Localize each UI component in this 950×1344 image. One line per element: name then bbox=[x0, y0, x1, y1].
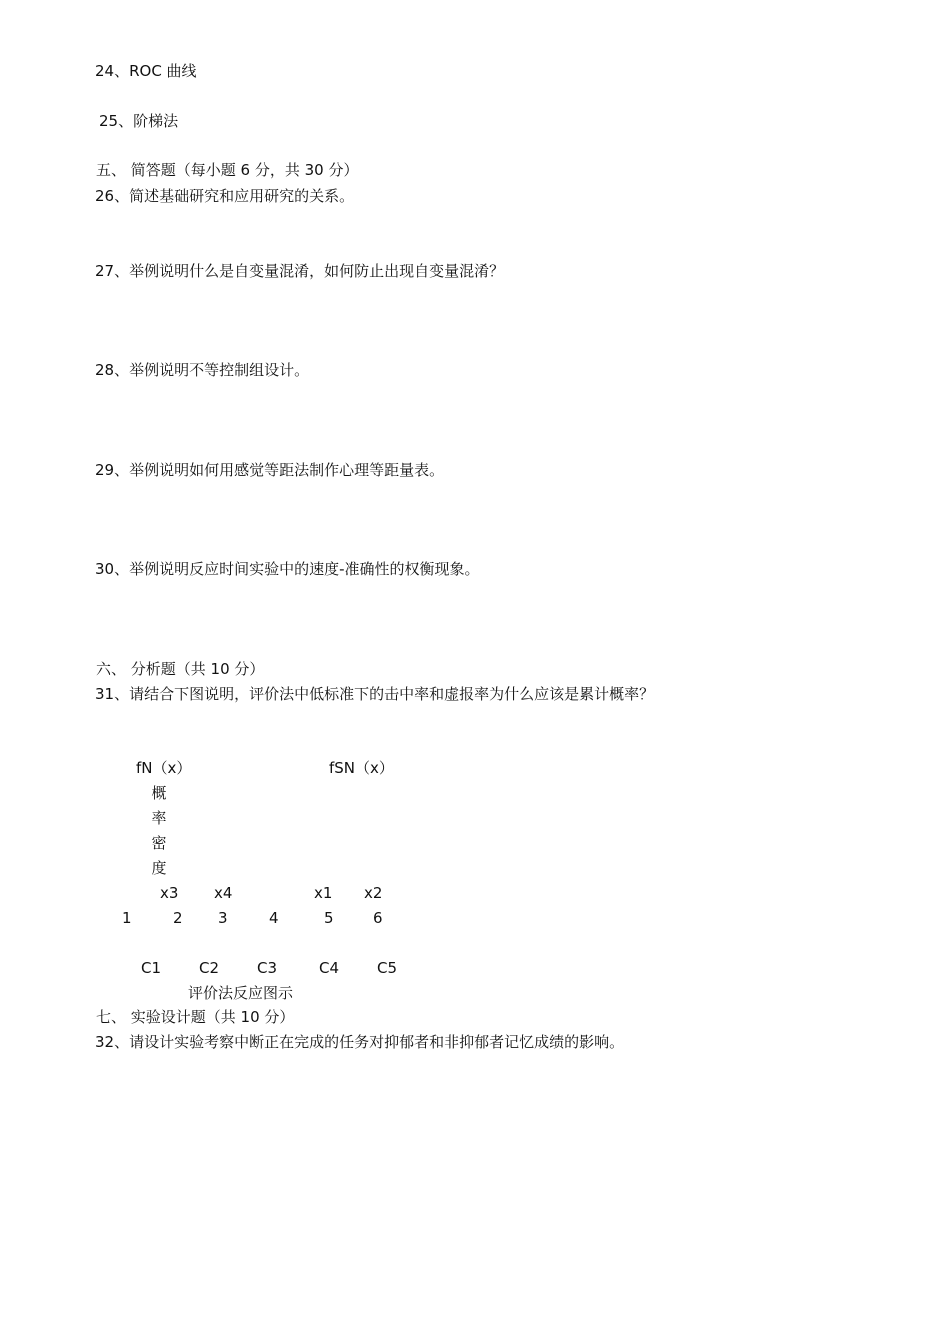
x-label-x1: x1 bbox=[314, 884, 333, 902]
section-6-heading: 六、 分析题（共 10 分） bbox=[96, 660, 265, 678]
question-24: 24、ROC 曲线 bbox=[95, 62, 197, 80]
category-number: 1 bbox=[122, 909, 132, 927]
category-number: 5 bbox=[324, 909, 334, 927]
section-5-heading: 五、 简答题（每小题 6 分，共 30 分） bbox=[96, 161, 359, 179]
category-number: 2 bbox=[173, 909, 183, 927]
question-32: 32、请设计实验考察中断正在完成的任务对抑郁者和非抑郁者记忆成绩的影响。 bbox=[95, 1033, 625, 1051]
question-30: 30、举例说明反应时间实验中的速度-准确性的权衡现象。 bbox=[95, 560, 480, 578]
x-label-x4: x4 bbox=[214, 884, 233, 902]
question-27: 27、举例说明什么是自变量混淆，如何防止出现自变量混淆？ bbox=[95, 262, 505, 280]
question-28: 28、举例说明不等控制组设计。 bbox=[95, 361, 310, 379]
x-label-x2: x2 bbox=[364, 884, 383, 902]
fsn-label: fSN（x） bbox=[329, 759, 394, 777]
section-7-heading: 七、 实验设计题（共 10 分） bbox=[96, 1008, 295, 1026]
question-25: 25、阶梯法 bbox=[99, 112, 179, 130]
question-26: 26、简述基础研究和应用研究的关系。 bbox=[95, 187, 355, 205]
figure-caption: 评价法反应图示 bbox=[188, 984, 294, 1002]
criterion-label: C1 bbox=[141, 959, 162, 977]
x-label-x3: x3 bbox=[160, 884, 179, 902]
question-31: 31、请结合下图说明，评价法中低标准下的击中率和虚报率为什么应该是累计概率？ bbox=[95, 685, 655, 703]
y-axis-char: 概 bbox=[151, 784, 167, 802]
criterion-label: C3 bbox=[257, 959, 278, 977]
y-axis-char: 率 bbox=[151, 809, 167, 827]
category-number: 3 bbox=[218, 909, 228, 927]
y-axis-char: 密 bbox=[151, 834, 167, 852]
fn-label: fN（x） bbox=[136, 759, 192, 777]
question-29: 29、举例说明如何用感觉等距法制作心理等距量表。 bbox=[95, 461, 445, 479]
criterion-label: C2 bbox=[199, 959, 220, 977]
y-axis-char: 度 bbox=[151, 859, 167, 877]
category-number: 4 bbox=[269, 909, 279, 927]
criterion-label: C5 bbox=[377, 959, 398, 977]
criterion-label: C4 bbox=[319, 959, 340, 977]
category-number: 6 bbox=[373, 909, 383, 927]
